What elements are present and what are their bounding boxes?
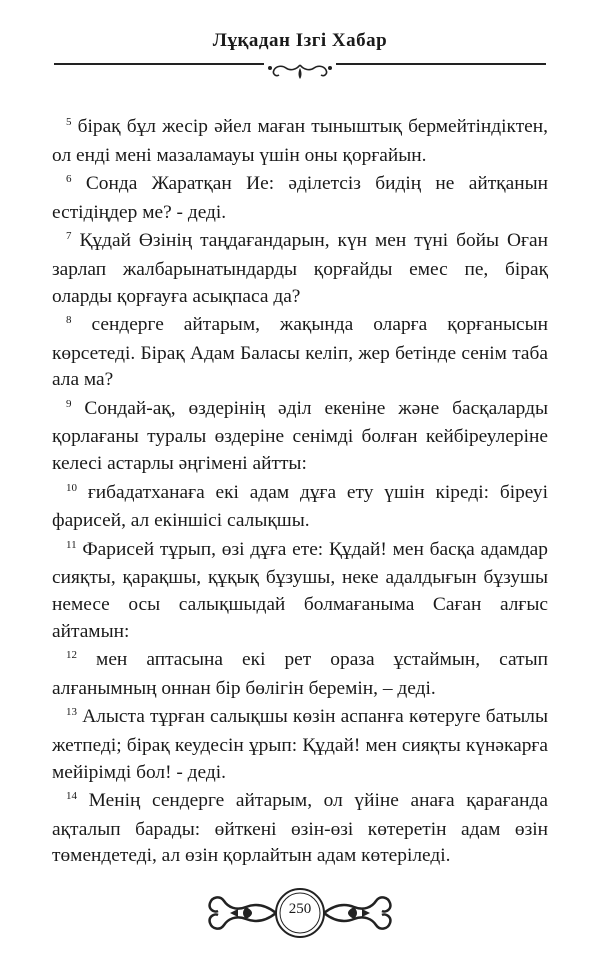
verse-number: 5 [66,116,72,128]
verse-text: Сонда Жаратқан Ие: әділетсіз бидің не айтқанын естідіңдер ме? - деді. [52,173,548,223]
verse-text: бірақ бұл жесір әйел маған тыныштық бермейтіндіктен, ол енді мені мазаламауы үшін оны қорғайын. [52,116,548,166]
header-ornament-icon [264,62,336,82]
verse-10 [52,480,548,535]
verse-number: 7 [66,230,72,243]
verse-number: 6 [66,173,72,186]
page-number: 250 [288,901,312,917]
verse-number: 13 [66,706,77,719]
verse-text: Сондай-ақ, өздерінің әділ екеніне және басқаларды қорлағаны туралы өздеріне сенімді болған кейбіреулеріне келесі астарлы әңгімені айтты: [52,397,548,475]
verse-text: Құдай Өзінің таңдағандарын, күн мен түні бойы Оған зарлап жалбарынатындарды қорғайды емес пе, бірақ оларды қорғауға асықпаса да? [52,230,548,307]
verse-text: сендерге айтарым, жақында оларға қорғанысын көрсетеді. Бірақ Адам Баласы келіп, жер бетінде сенім таба ала ма? [52,313,548,391]
verse-text: Алыста тұрған салықшы көзін аспанға көтеруге батылы жетпеді; бірақ кеудесін ұрып: Құдай! мен сияқты күнәкарға мейірімді бол! - деді. [52,706,548,783]
verse-14 [52,788,548,870]
verse-text: ғибадатханаға екі адам дұға ету үшін кіреді: біреуі фарисей, ал екіншісі салықшы. [52,481,548,532]
verse-6 [52,171,548,226]
verse-7 [52,228,548,310]
verse-8 [52,312,548,394]
verse-body [52,114,548,872]
verse-text: Фарисей тұрып, өзі дұға ете: Құдай! мен басқа адамдар сияқты, қарақшы, құқық бұзушы, неке адалдығын бұзушы немесе осы салықшыдай болмағаныма Саған алғыс айтамын: [52,538,548,642]
verse-number: 11 [66,538,77,551]
verse-13 [52,704,548,786]
verse-number: 12 [66,649,77,662]
verse-number: 8 [66,313,72,326]
verse-number: 9 [66,397,72,410]
verse-number: 10 [66,481,77,494]
verse-number: 14 [66,790,77,803]
verse-text: Менің сендерге айтарым, ол үйіне анаға қарағанда ақталып барады: өйткені өзін-өзі көтеретін адам өзін төмендетеді, ал өзін қорлайтын адам көтеріледі. [52,790,548,867]
verse-text: мен аптасына екі рет ораза ұстаймын, сатып алғанымның оннан бір бөлігін беремін, – деді. [52,649,548,699]
verse-9 [52,396,548,478]
verse-12 [52,647,548,702]
running-header-title: Лұқадан Ізгі Хабар [212,30,388,51]
verse-5 [52,114,548,169]
verse-11 [52,537,548,646]
